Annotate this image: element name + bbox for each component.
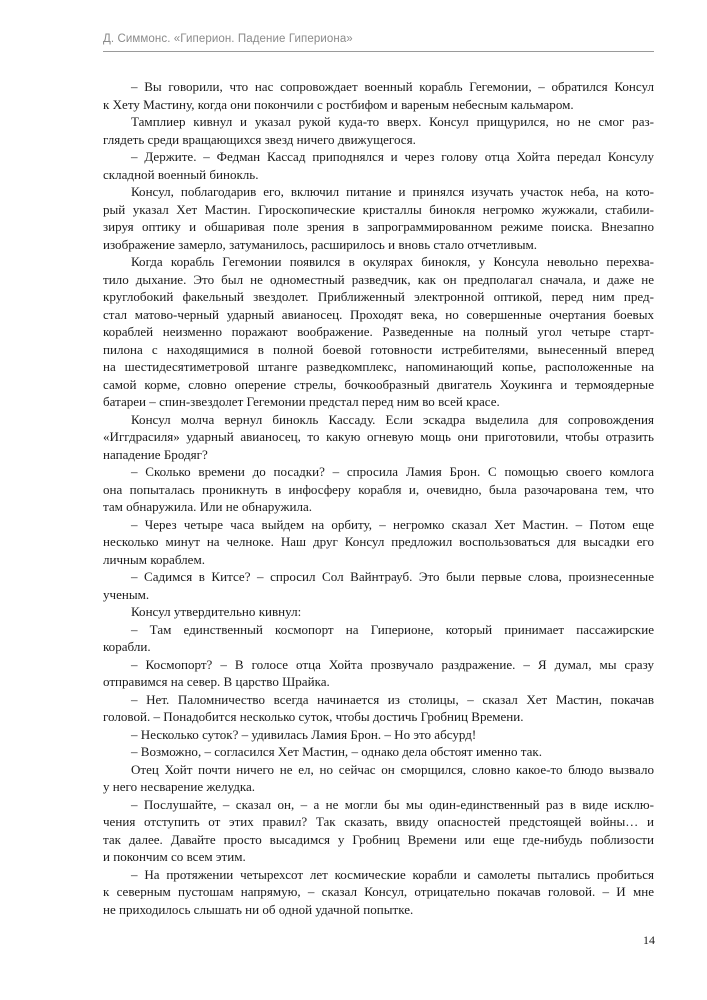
text-line: Отец Хойт почти ничего не ел, но сейчас он сморщился, словно какое-то блюдо вызвало bbox=[131, 761, 654, 777]
text-line: – Вы говорили, что нас сопровождает военный корабль Гегемонии, – обратился Консул bbox=[131, 79, 654, 94]
header-rule bbox=[103, 51, 654, 52]
text-line: отправимся на север. В царство Шрайка. bbox=[103, 674, 330, 689]
text-line: несколько минут на челноке. Наш друг Консул предложил воспользоваться для высадки его bbox=[103, 534, 654, 549]
text-line: рый указал Хет Мастин. Гироскопические кристаллы бинокля негромко жужжали, стабили- bbox=[103, 201, 654, 217]
text-line: к северным пустошам напрямую, – сказал Консул, отрицательно покачав головой. – И мне bbox=[103, 884, 654, 899]
text-line: у него несварение желудка. bbox=[103, 779, 256, 794]
text-line: она попыталась проникнуть в инфосферу корабля и, очевидно, была разочарована тем, что bbox=[103, 481, 654, 497]
text-line: корабли. bbox=[103, 639, 151, 654]
text-line: чения отступить от этих правил? Так сказать, ввиду опасностей предстоящей войны… и bbox=[103, 814, 654, 829]
text-line: круглобокий факельный звездолет. Приближенный электронной оптикой, перед ним пред- bbox=[103, 289, 654, 304]
text-line: ученым. bbox=[103, 586, 150, 602]
text-line: – Там единственный космопорт на Гиперионе, который принимает пассажирские bbox=[131, 621, 654, 637]
text-line: головой. – Понадобится несколько суток, чтобы достичь Гробниц Времени. bbox=[103, 709, 524, 724]
text-line: Консул молча вернул бинокль Кассаду. Если эскадра выделила для сопровождения bbox=[131, 411, 654, 427]
text-line: батареи – спин-звездолет Гегемонии предстал перед ним во всей красе. bbox=[103, 394, 500, 409]
text-line: личным кораблем. bbox=[103, 551, 205, 567]
text-line: – Нет. Паломничество всегда начинается из столицы, – сказал Хет Мастин, покачав bbox=[131, 691, 654, 707]
text-line: Когда корабль Гегемонии появился в окулярах бинокля, у Консула невольно перехва- bbox=[131, 254, 654, 269]
text-line: на шестидесятиметровой штанге разведкомплекс, напоминающий копье, расположенные на bbox=[103, 359, 654, 374]
text-line: не приходилось слышать ни об одной удачной попытке. bbox=[103, 901, 414, 917]
text-line: Консул, поблагодарив его, включил питание и принялся изучать участок неба, на кото- bbox=[131, 184, 654, 199]
text-line: пилона с находящимися в полной боевой готовности истребителями, вынесенный вперед bbox=[103, 341, 654, 357]
text-line: – На протяжении четырехсот лет космические корабли и самолеты пытались пробиться bbox=[131, 866, 654, 882]
text-line: «Иггдрасиля» ударный авианосец, то какую огневую мощь они приготовили, чтобы отразить bbox=[103, 429, 654, 444]
text-line: самой корме, словно оперение стрелы, бочкообразный двигатель Хоукинга и термоядерные bbox=[103, 376, 654, 392]
text-line: так далее. Давайте просто высадимся у Гробниц Времени или еще где-нибудь поблизости bbox=[103, 831, 654, 847]
text-line: изображение замерло, затуманилось, расширилось и вновь стало отчетливым. bbox=[103, 236, 537, 252]
text-line: и покончим со всем этим. bbox=[103, 849, 246, 864]
text-line: Консул утвердительно кивнул: bbox=[131, 604, 302, 619]
text-line: глядеть среди вращающихся звезд ничего движущегося. bbox=[103, 131, 416, 147]
text-line: – Садимся в Китсе? – спросил Сол Вайнтрауб. Это были первые слова, произнесенные bbox=[131, 569, 654, 584]
running-header: Д. Симмонс. «Гиперион. Падение Гипериона» bbox=[103, 33, 353, 45]
text-line: – Несколько суток? – удивилась Ламия Брон. – Но это абсурд! bbox=[131, 726, 477, 742]
text-line: складной военный бинокль. bbox=[103, 166, 259, 182]
text-line: – Держите. – Федман Кассад приподнялся и через голову отца Хойта передал Консулу bbox=[131, 149, 654, 164]
text-line: тило дыхание. Это был не одноместный разведчик, как он предполагал сначала, и даже не bbox=[103, 271, 654, 287]
page-number: 14 bbox=[643, 933, 655, 947]
text-line: – Послушайте, – сказал он, – а не могли бы мы один-единственный раз в виде исклю- bbox=[131, 796, 654, 812]
text-line: зируя оптику и обшаривая поле зрения в запрограммированном режиме поиска. Внезапно bbox=[103, 219, 654, 234]
text-line: стал матово-черный ударный авианосец. Проходят века, но совершенные очертания боевых bbox=[103, 306, 654, 322]
text-body bbox=[103, 78, 654, 918]
text-line: – Сколько времени до посадки? – спросила Ламия Брон. С помощью своего комлога bbox=[131, 464, 654, 479]
text-line: нападение Бродяг? bbox=[103, 446, 208, 462]
text-line: к Хету Мастину, когда они покончили с ростбифом и вареным небесным кальмаром. bbox=[103, 96, 574, 112]
text-line: – Космопорт? – В голосе отца Хойта прозвучало раздражение. – Я думал, мы сразу bbox=[131, 656, 654, 672]
text-line: – Через четыре часа выйдем на орбиту, – негромко сказал Хет Мастин. – Потом еще bbox=[131, 516, 654, 532]
text-line: Тамплиер кивнул и указал рукой куда-то вверх. Консул прищурился, но не смог раз- bbox=[131, 114, 654, 129]
text-line: – Возможно, – согласился Хет Мастин, – однако дела обстоят именно так. bbox=[131, 744, 543, 759]
text-line: кораблей неизменно поражают воображение. Разведенные на полный угол четыре старт- bbox=[103, 324, 654, 339]
text-line: там обнаружила. Или не обнаружила. bbox=[103, 499, 313, 514]
